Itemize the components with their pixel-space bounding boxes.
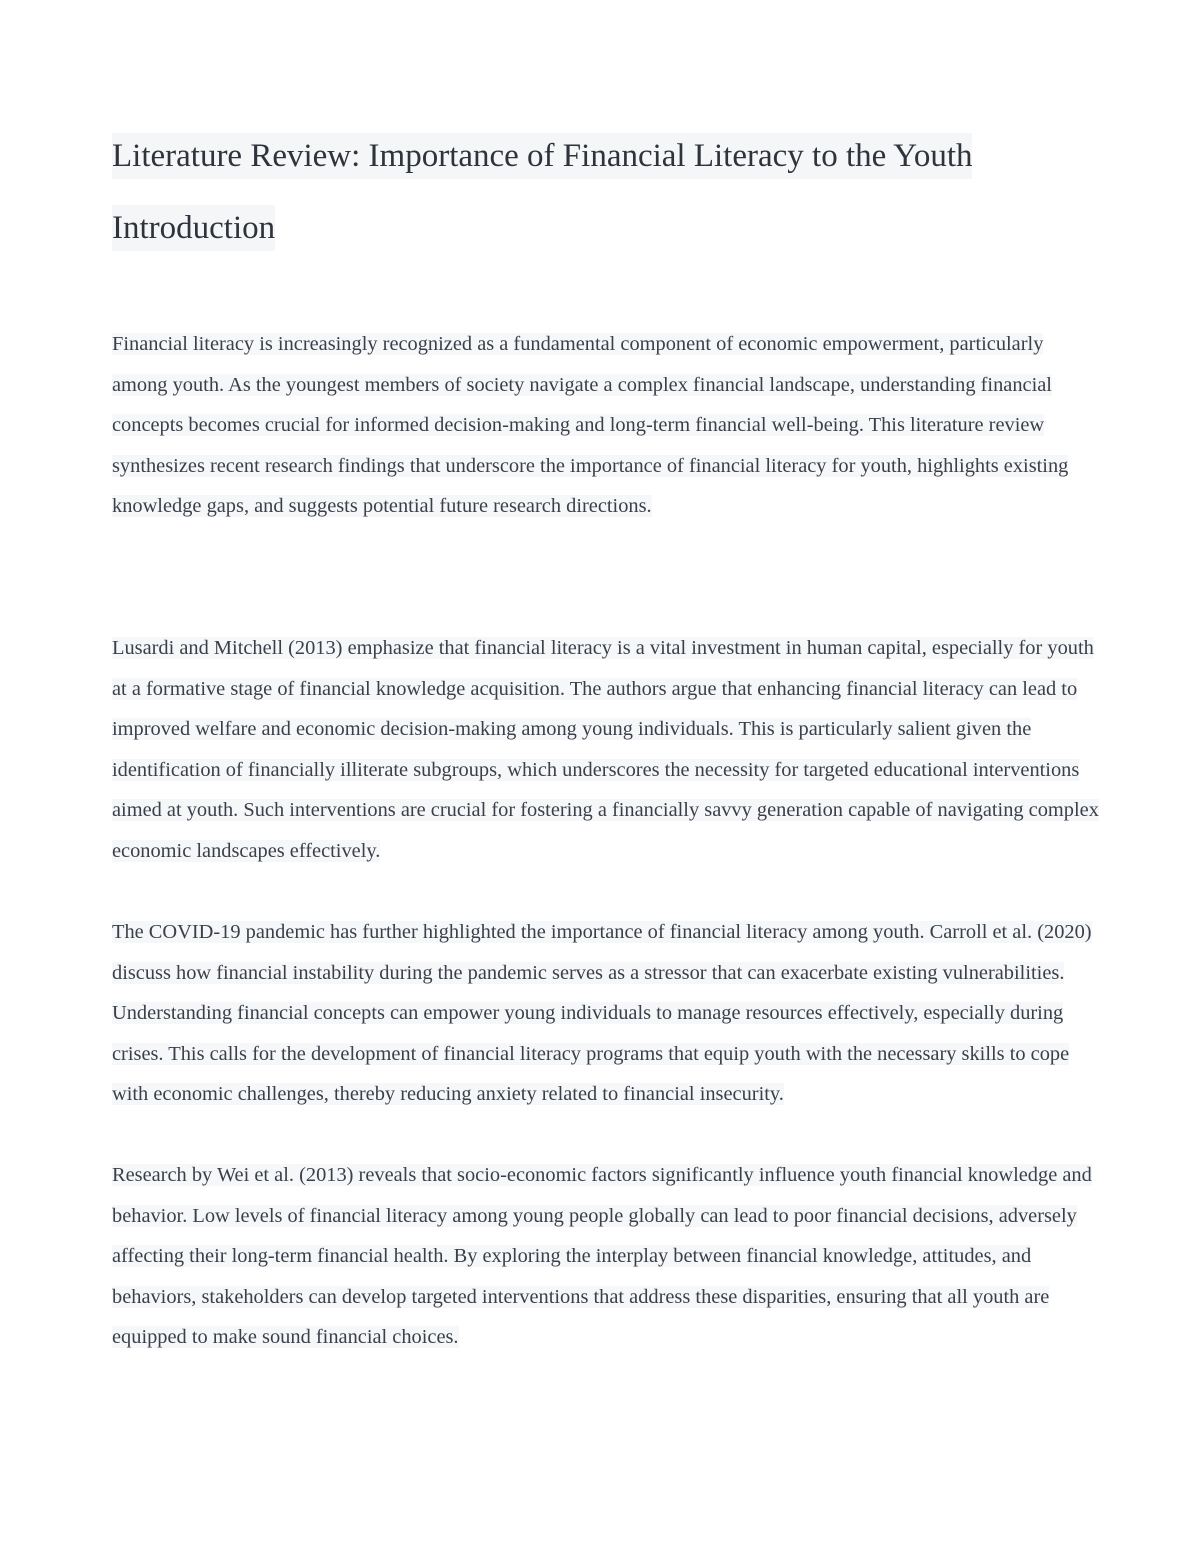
paragraph-covid-19 bbox=[112, 912, 1102, 1115]
paragraph-lusardi-mitchell-text: Lusardi and Mitchell (2013) emphasize that financial literacy is a vital investment in human capital, especially for youth at a formative stage of financial knowledge acquisition. The authors argue that enhancing financial literacy can lead to improved welfare and economic decision-making among young individuals. This is particularly salient given the identification of financially illiterate subgroups, which underscores the necessity for targeted educational interventions aimed at youth. Such interventions are crucial for fostering a financially savvy generation capable of navigating complex economic landscapes effectively. bbox=[112, 637, 1099, 862]
paragraph-wei-et-al-text: Research by Wei et al. (2013) reveals that socio-economic factors significantly influence youth financial knowledge and behavior. Low levels of financial literacy among young people globally can lead to poor financial decisions, adversely affecting their long-term financial health. By exploring the interplay between financial knowledge, attitudes, and behaviors, stakeholders can develop targeted interventions that address these disparities, ensuring that all youth are equipped to make sound financial choices. bbox=[112, 1164, 1092, 1349]
document-title: Literature Review: Importance of Financial Literacy to the Youth bbox=[112, 133, 972, 179]
section-heading-introduction: Introduction bbox=[112, 205, 275, 251]
paragraph-lusardi-mitchell bbox=[112, 628, 1102, 872]
paragraph-introduction bbox=[112, 324, 1102, 527]
paragraph-wei-et-al bbox=[112, 1155, 1102, 1358]
paragraph-introduction-text: Financial literacy is increasingly recognized as a fundamental component of economic empowerment, particularly among youth. As the youngest members of society navigate a complex financial landscape, understanding financial concepts becomes crucial for informed decision-making and long-term financial well-being. This literature review synthesizes recent research findings that underscore the importance of financial literacy for youth, highlights existing knowledge gaps, and suggests potential future research directions. bbox=[112, 333, 1069, 518]
paragraph-covid-19-text: The COVID-19 pandemic has further highlighted the importance of financial literacy among youth. Carroll et al. (2020) discuss how financial instability during the pandemic serves as a stressor that can exacerbate existing vulnerabilities. Understanding financial concepts can empower young individuals to manage resources effectively, especially during crises. This calls for the development of financial literacy programs that equip youth with the necessary skills to cope with economic challenges, thereby reducing anxiety related to financial insecurity. bbox=[112, 921, 1092, 1106]
